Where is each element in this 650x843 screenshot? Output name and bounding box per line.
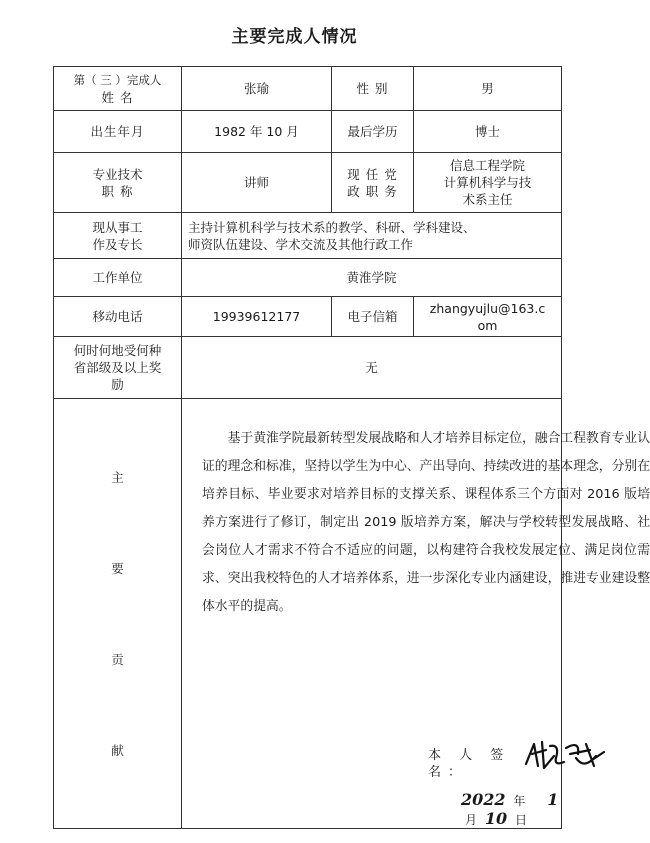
degree-value: 博士 <box>414 111 562 153</box>
prof-title-value: 讲师 <box>182 153 332 213</box>
work-label-1: 现从事工 <box>92 219 143 235</box>
date-month: 1 <box>547 790 559 809</box>
post-value-3: 术系主任 <box>462 192 513 207</box>
name-label: 姓 名 <box>101 89 134 105</box>
email-value-1: zhangyujlu@163.c <box>429 300 546 316</box>
degree-label: 最后学历 <box>332 111 414 153</box>
award-label-cell <box>54 337 182 399</box>
gender-label: 性 别 <box>332 67 414 111</box>
award-label-2: 省部级及以上奖 <box>73 360 162 375</box>
contribution-cell <box>182 399 650 829</box>
award-value: 无 <box>182 337 562 399</box>
birth-label: 出生年月 <box>54 111 182 153</box>
post-value-1: 信息工程学院 <box>449 158 525 173</box>
email-label: 电子信箱 <box>332 297 414 337</box>
post-label-1: 现 任 党 <box>347 166 398 182</box>
birth-value: 1982 年 10 月 <box>182 111 332 153</box>
date-day: 10 <box>484 809 508 828</box>
side-char: 要 <box>111 560 124 576</box>
post-value-2: 计算机科学与技 <box>443 175 532 190</box>
contribution-side-chars <box>54 469 181 759</box>
side-char: 主 <box>111 469 124 485</box>
work-label-2: 作及专长 <box>92 236 143 252</box>
signature-label: 本 人 签 名： <box>428 748 511 780</box>
unit-value: 黄淮学院 <box>182 259 562 297</box>
date-day-unit: 日 <box>514 813 527 827</box>
unit-label: 工作单位 <box>54 259 182 297</box>
signature-scribble <box>520 736 610 776</box>
phone-value: 19939612177 <box>182 297 332 337</box>
prof-title-label-cell <box>54 153 182 213</box>
personal-info-table <box>53 66 650 829</box>
post-label-cell <box>332 153 414 213</box>
phone-label: 移动电话 <box>54 297 182 337</box>
side-char: 献 <box>111 742 124 758</box>
rank-name-label-cell <box>54 67 182 111</box>
work-value-1: 主持计算机科学与技术系的教学、科研、学科建设、 <box>188 219 476 235</box>
award-label-3: 励 <box>111 377 124 392</box>
page-title: 主要完成人情况 <box>231 27 358 47</box>
contribution-side-label <box>54 399 182 829</box>
prof-title-label-2: 职 称 <box>101 183 134 199</box>
rank-label: 第（ 三 ）完成人 <box>73 72 162 87</box>
work-label-cell <box>54 213 182 259</box>
post-label-2: 政 职 务 <box>347 183 398 199</box>
name-value: 张瑜 <box>182 67 332 111</box>
handwritten-signature <box>520 736 610 780</box>
award-label-1: 何时何地受何种 <box>73 343 162 358</box>
gender-value: 男 <box>414 67 562 111</box>
prof-title-label-1: 专业技术 <box>92 166 143 182</box>
signature-date <box>461 791 561 829</box>
side-char: 贡 <box>111 651 124 667</box>
work-value-2: 师资队伍建设、学术交流及其他行政工作 <box>188 236 414 252</box>
date-year-unit: 年 <box>513 794 526 808</box>
email-value-2: om <box>477 317 498 333</box>
date-month-unit: 月 <box>465 813 478 827</box>
contribution-text: 基于黄淮学院最新转型发展战略和人才培养目标定位，融合工程教育专业认证的理念和标准，坚持以学生为中心、产出导向、持续改进的基本理念，分别在培养目标、毕业要求对培养目标的支撑关系、课程体系三个方面对 2016 版培养方案进行了修订，制定出 2019 版培养方案，解决与学校转型发展战略、社会岗位人才需求不符合不适应的问题，以构建符合我校发展定位、满足岗位需求、突出我校特色的人才培养体系，进一步深化专业内涵建设，推进专业建设整体水平的提高。 <box>202 431 650 614</box>
post-value-cell <box>414 153 562 213</box>
work-value-cell <box>182 213 562 259</box>
email-value-cell <box>414 297 562 337</box>
date-year: 2022 <box>461 790 506 809</box>
